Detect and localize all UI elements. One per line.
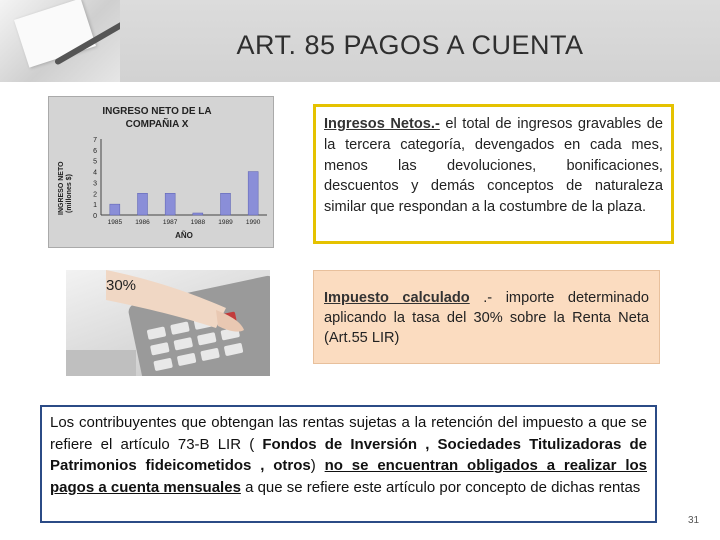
chart-bar — [138, 193, 148, 215]
chart-x-tick-label: 1987 — [162, 219, 178, 226]
chart-y-tick-label: 5 — [93, 158, 97, 166]
note-entities: Fondos de Inversión , Sociedades Titulizadoras de Patrimonios fideicometidos , otros — [50, 435, 647, 474]
chart-bar — [248, 172, 258, 215]
chart-x-ticks — [108, 219, 261, 226]
term-impuesto-calculado: Impuesto calculado — [324, 290, 470, 306]
note-text-1: Los contribuyentes que obtengan las rentas sujetas a la retención del impuesto a que se refiere el artículo 73-B LIR ( — [50, 414, 647, 453]
paper-sheet — [14, 0, 96, 68]
calculator-illustration — [66, 270, 270, 376]
chart-y-tick-label: 3 — [93, 180, 97, 188]
chart-y-tick-label: 2 — [93, 191, 97, 199]
chart-y-tick-label: 0 — [93, 213, 97, 220]
chart-y-ticks — [93, 137, 97, 220]
chart-bar — [165, 193, 175, 215]
chart-x-tick-label: 1989 — [218, 219, 233, 226]
income-chart — [48, 96, 274, 248]
note-not-obligated: no se encuentran obligados a realizar los pagos a cuenta mensuales — [50, 457, 647, 496]
chart-ylabel-line1: INGRESO NETO — [58, 161, 65, 215]
chart-ylabel-line2: (millones $) — [66, 174, 73, 213]
chart-x-tick-label: 1986 — [135, 219, 150, 226]
slide-title: ART. 85 PAGOS A CUENTA — [236, 30, 584, 60]
chart-x-tick-label: 1990 — [245, 219, 261, 226]
chart-y-tick-label: 6 — [93, 147, 97, 155]
chart-x-tick-label: 1988 — [190, 219, 206, 226]
percent-label: 30% — [106, 277, 137, 294]
calculator-photo — [66, 270, 270, 376]
documents-photo — [0, 0, 120, 82]
definition-ingresos-text: el total de ingresos gravables de la tercera categoría, devengados en cada mes, menos las devoluciones, bonificaciones, descuentos y demás conceptos de naturaleza similar que respondan a la costumbre de la plaza. — [324, 116, 663, 216]
title-band — [0, 0, 720, 82]
note-text-2: ) — [310, 457, 325, 474]
note-text-3: a que se refiere este artículo por concepto de dichas rentas — [240, 478, 641, 496]
definition-ingresos-netos — [313, 104, 674, 244]
chart-bar — [110, 204, 120, 215]
definition-impuesto-text: importe determinado aplicando la tasa del 30% sobre la Renta Neta (Art.55 LIR) — [324, 290, 649, 346]
chart-y-tick-label: 4 — [93, 169, 97, 177]
chart-bar — [221, 193, 231, 215]
chart-bar — [193, 213, 203, 215]
chart-title-line1: INGRESO NETO DE LA — [102, 106, 212, 117]
chart-svg — [49, 97, 273, 247]
term-ingresos-netos: Ingresos Netos.- — [324, 116, 440, 132]
chart-title-line2: COMPAÑIA X — [125, 119, 189, 130]
definition-impuesto-calculado — [313, 270, 660, 364]
exemption-note — [40, 405, 657, 523]
chart-xlabel: AÑO — [175, 231, 193, 240]
chart-y-tick-label: 1 — [93, 202, 97, 210]
page-number: 31 — [688, 515, 700, 526]
chart-x-tick-label: 1985 — [107, 219, 123, 226]
chart-y-tick-label: 7 — [93, 137, 97, 144]
chart-bars — [110, 172, 258, 215]
definition-impuesto-sep: .- — [469, 290, 506, 306]
